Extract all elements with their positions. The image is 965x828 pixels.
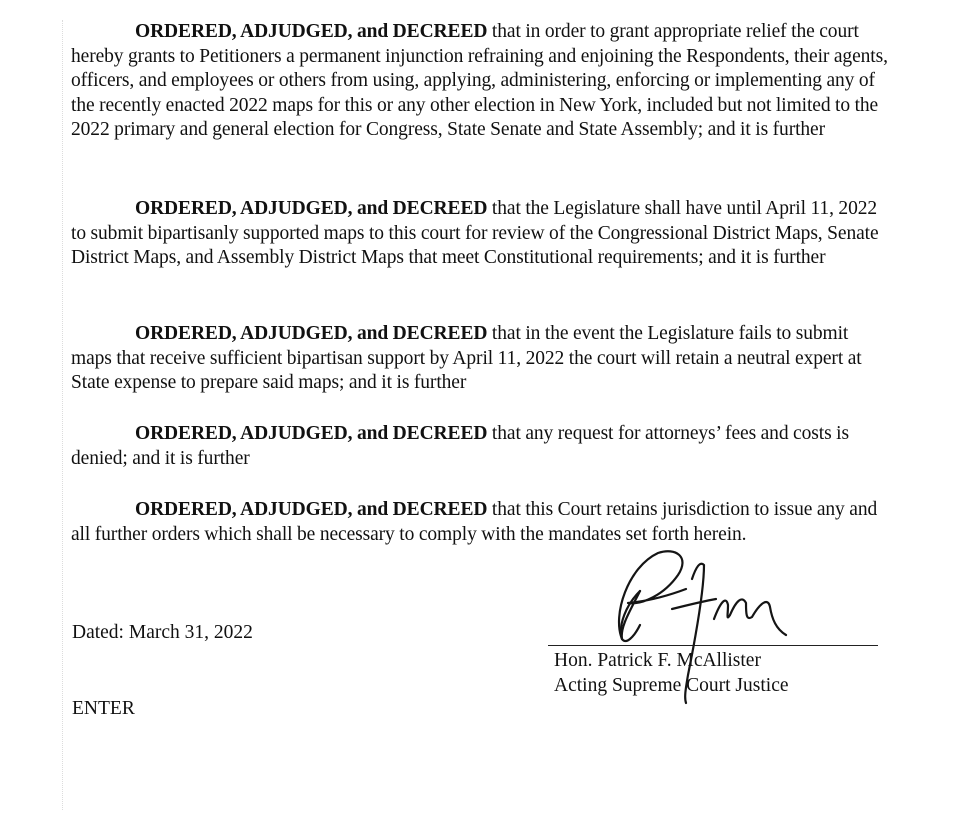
order-text: that this Court retains jurisdiction to issue any and all further orders which shall be necessary to comply with the mandates set forth herein. bbox=[71, 499, 878, 545]
dated-line: Dated: March 31, 2022 bbox=[72, 622, 253, 643]
handwritten-signature bbox=[600, 545, 810, 710]
order-lead: ORDERED, ADJUDGED, and DECREED bbox=[135, 21, 488, 42]
order-text: that in order to grant appropriate relief the court hereby grants to Petitioners a permanent injunction refraining and enjoining the Respondents, their agents, officers, and employees or others from using, applying, administering, enforcing or implementing any of the recently enacted 2022 maps for this or any other election in New York, included but not limited to the 2022 primary and general election for Congress, State Senate and State Assembly; and it is further bbox=[71, 21, 888, 141]
order-paragraph-3 bbox=[71, 322, 891, 396]
order-lead: ORDERED, ADJUDGED, and DECREED bbox=[135, 323, 488, 344]
enter-label: ENTER bbox=[72, 698, 135, 719]
order-paragraph-5 bbox=[71, 498, 891, 547]
order-paragraph-1 bbox=[71, 20, 891, 143]
order-paragraph-4 bbox=[71, 422, 891, 471]
order-paragraph-2 bbox=[71, 197, 891, 271]
order-lead: ORDERED, ADJUDGED, and DECREED bbox=[135, 198, 488, 219]
signer-title: Acting Supreme Court Justice bbox=[554, 674, 789, 696]
order-text: that any request for attorneys’ fees and costs is denied; and it is further bbox=[71, 423, 849, 469]
order-text: that in the event the Legislature fails to submit maps that receive sufficient bipartisan support by April 11, 2022 the court will retain a neutral expert at State expense to prepare said maps; and it is further bbox=[71, 323, 862, 394]
order-lead: ORDERED, ADJUDGED, and DECREED bbox=[135, 423, 488, 444]
scan-margin-marks bbox=[62, 20, 67, 810]
order-lead: ORDERED, ADJUDGED, and DECREED bbox=[135, 499, 488, 520]
order-text: that the Legislature shall have until April 11, 2022 to submit bipartisanly supported maps to this court for review of the Congressional District Maps, Senate District Maps, and Assembly District Maps that meet Constitutional requirements; and it is further bbox=[71, 198, 879, 269]
signer-name: Hon. Patrick F. McAllister bbox=[554, 650, 761, 671]
